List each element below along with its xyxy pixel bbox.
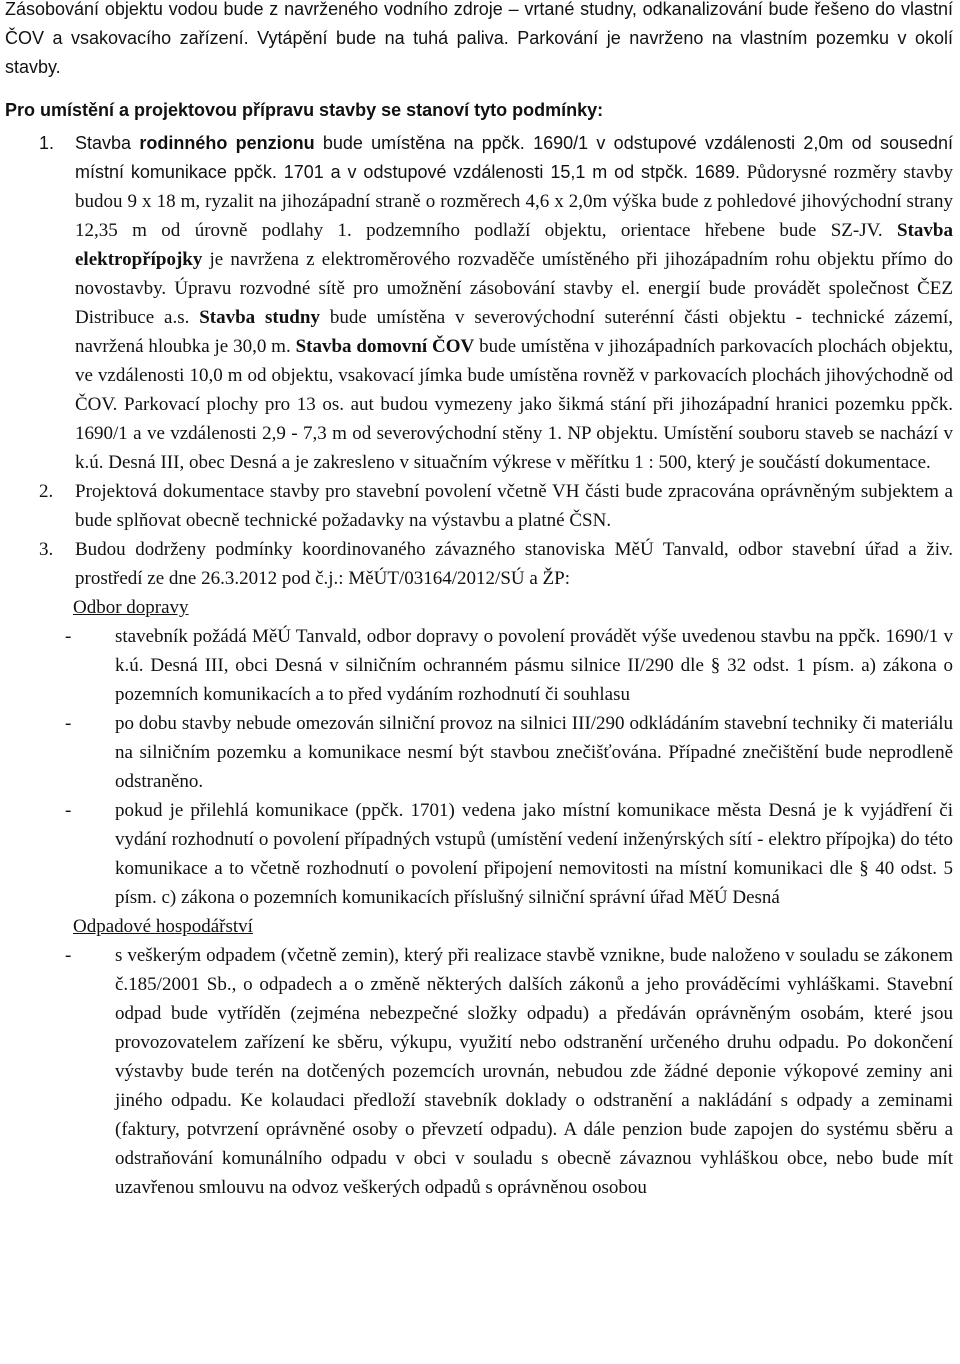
list-item <box>5 709 953 796</box>
condition-item-3 <box>5 535 953 593</box>
item-3-text: Budou dodrženy podmínky koordinovaného závazného stanoviska MěÚ Tanvald, odbor stavební úřad a živ. prostředí ze dne 26.3.2012 pod č.j.: MěÚT/03164/2012/SÚ a ŽP: <box>75 539 953 589</box>
bullet-dash: - <box>65 713 72 734</box>
bullet-text: s veškerým odpadem (včetně zemin), který při realizace stavbě vznikne, bude naloženo v souladu se zákonem č.185/2001 Sb., o odpadech a o změně některých dalších zákonů a jeho prováděcími vyhláškami. Stavební odpad bude vytříděn (zejména nebezpečné složky odpadu) a předáván oprávněným osobám, které jsou provozovatelem zařízení ke sběru, výkupu, využití nebo odstranění určeného druhu odpadu. Po dokončení výstavby bude terén na dotčených pozemcích urovnán, nebudou zde žádné deponie výkopové zeminy ani jiného odpadu. Ke kolaudaci předloží stavebník doklady o odstranění a nakládání s odpady a zeminami (faktury, potvrzení oprávněné osoby o převzetí odpadu). A dále penzion bude zapojen do systému sběru a odstraňování komunálního odpadu v obci v souladu s obecně závaznou vyhláškou obce, nebo bude mít uzavřenou smlouvu na odvoz veškerých odpadů s oprávněnou osobou <box>115 945 953 1198</box>
section-title-odpady: Odpadové hospodářství <box>73 916 253 937</box>
condition-item-2 <box>5 477 953 535</box>
bullet-dash: - <box>65 626 72 647</box>
item-number: 1. <box>39 133 55 153</box>
bullet-dash: - <box>65 800 72 821</box>
list-item <box>5 941 953 1202</box>
document-page <box>5 0 953 1202</box>
list-item <box>5 796 953 912</box>
bullet-dash: - <box>65 945 72 966</box>
item-1-text: Stavba rodinného penzionu bude umístěna na ppčk. 1690/1 v odstupové vzdálenosti 2,0m od sousední místní komunikace ppčk. 1701 a v odstupové vzdálenosti 15,1 m od stpčk. 1689. Půdorysné rozměry stavby budou 9 x 18 m, ryzalit na jihozápadní straně o rozměrech 4,6 x 2,0m výška bude z pohledové jihovýchodní strany 12,35 m od úrovně podlahy 1. podzemního podlaží objektu, orientace hřebene bude SZ-JV. Stavba elektropřípojky je navržena z elektroměrového rozvaděče umístěného při jihozápadním rohu objektu přímo do novostavby. Úpravu rozvodné sítě pro umožnění zásobování stavby el. energií bude provádět společnost ČEZ Distribuce a.s. Stavba studny bude umístěna v severovýchodní suterénní části objektu - technické zázemí, navržená hloubka je 30,0 m. Stavba domovní ČOV bude umístěna v jihozápadních parkovacích plochách objektu, ve vzdálenosti 10,0 m od objektu, vsakovací jímka bude umístěna rovněž v parkovacích plochách jihovýchodně od ČOV. Parkovací plochy pro 13 os. aut budou vymezeny jako šikmá stání při jihozápadní hranici pozemku ppčk. 1690/1 a ve vzdálenosti 2,9 - 7,3 m od severovýchodní stěny 1. NP objektu. Umístění souboru staveb se nachází v k.ú. Desná III, obec Desná a je zakresleno v situačním výkrese v měřítku 1 : 500, který je součástí dokumentace. <box>75 133 954 473</box>
list-item <box>5 622 953 709</box>
item-2-text: Projektová dokumentace stavby pro stavební povolení včetně VH části bude zpracována oprávněným subjektem a bude splňovat obecně technické požadavky na výstavbu a platné ČSN. <box>75 481 953 531</box>
item-number: 2. <box>39 481 54 502</box>
condition-item-1 <box>5 129 953 477</box>
bullet-text: po dobu stavby nebude omezován silniční provoz na silnici III/290 odkládáním stavební techniky či materiálu na silničním pozemku a komunikace nesmí být stavbou znečišťována. Případné znečištění bude neprodleně odstraněno. <box>115 713 953 792</box>
bullet-text: stavebník požádá MěÚ Tanvald, odbor dopravy o povolení provádět výše uvedenou stavbu na ppčk. 1690/1 v k.ú. Desná III, obci Desná v silničním ochranném pásmu silnice II/290 dle § 32 odst. 1 písm. a) zákona o pozemních komunikacích a to před vydáním rozhodnutí či souhlasu <box>115 626 953 705</box>
item-number: 3. <box>39 539 54 560</box>
conditions-heading: Pro umístění a projektovou přípravu stavby se stanoví tyto podmínky: <box>5 100 604 120</box>
bullet-text: pokud je přilehlá komunikace (ppčk. 1701) vedena jako místní komunikace města Desná je k vyjádření či vydání rozhodnutí o povolení případných vstupů (umístění vedení inženýrských sítí - elektro přípojka) do této komunikace a to včetně rozhodnutí o povolení připojení nemovitosti na místní komunikaci dle § 40 odst. 5 písm. c) zákona o pozemních komunikacích příslušný silniční správní úřad MěÚ Desná <box>115 800 953 908</box>
section-title-doprava: Odbor dopravy <box>73 597 189 618</box>
intro-paragraph: Zásobování objektu vodou bude z navrženého vodního zdroje – vrtané studny, odkanalizování bude řešeno do vlastní ČOV a vsakovacího zařízení. Vytápění bude na tuhá paliva. Parkování je navrženo na vlastním pozemku v okolí stavby. <box>5 0 953 77</box>
